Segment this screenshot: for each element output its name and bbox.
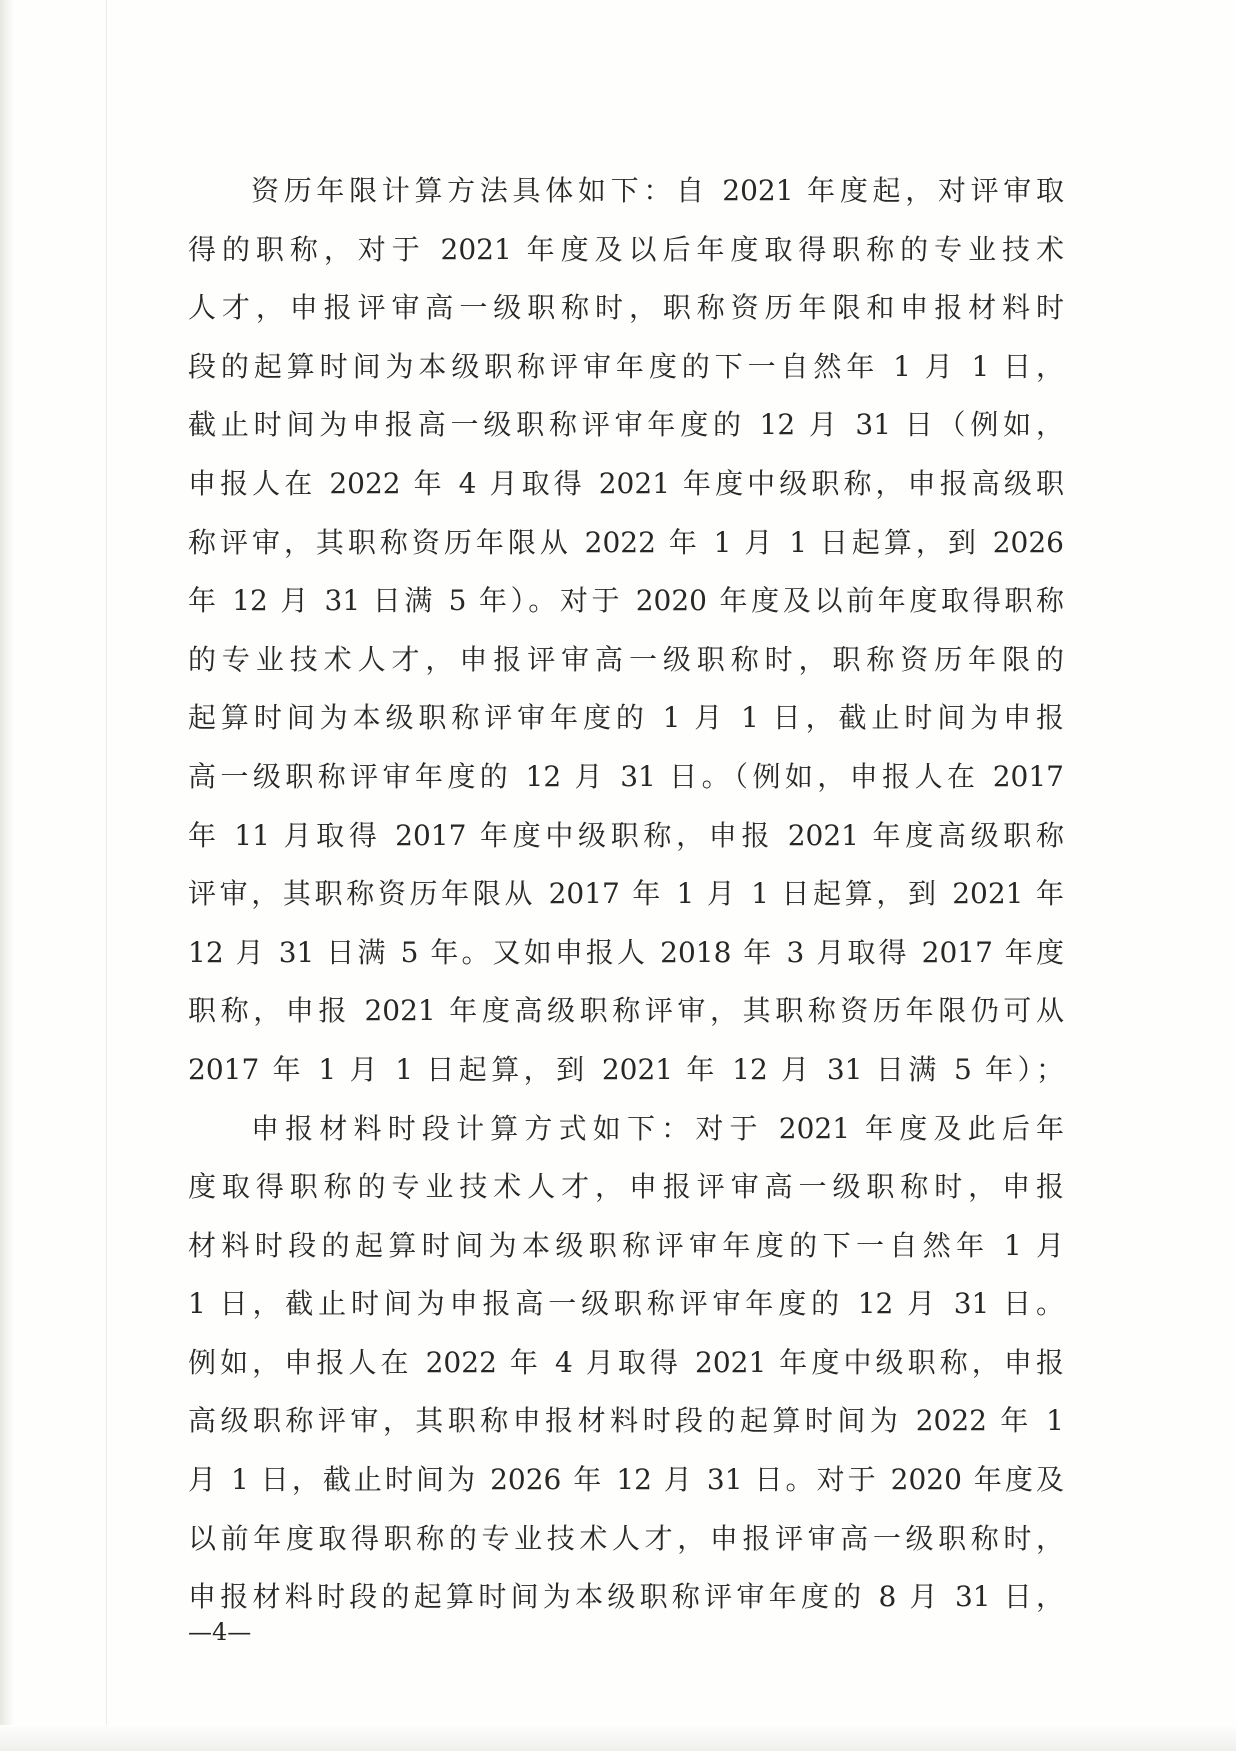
bottom-edge-shadow [0, 1725, 1236, 1751]
text-line: 职称，申报 2021 年度高级职称评审，其职称资历年限仍可从 [188, 994, 1064, 1028]
text-line: 高级职称评审，其职称申报材料时段的起算时间为 2022 年 1 [188, 1404, 1064, 1438]
document-body [188, 162, 1064, 1627]
text-line: 得的职称，对于 2021 年度及以后年度取得职称的专业技术 [188, 232, 1064, 266]
page-number: —4— [188, 1618, 252, 1646]
text-line: 人才，申报评审高一级职称时，职称资历年限和申报材料时 [188, 291, 1064, 325]
text-line: 截止时间为申报高一级职称评审年度的 12 月 31 日（例如， [188, 408, 1064, 442]
text-line: 段的起算时间为本级职称评审年度的下一自然年 1 月 1 日， [188, 349, 1064, 383]
text-line: 资历年限计算方法具体如下：自 2021 年度起，对评审取 [251, 174, 1064, 207]
text-line: 评审，其职称资历年限从 2017 年 1 月 1 日起算，到 2021 年 [188, 877, 1064, 911]
paragraph-qualification-years [188, 162, 1064, 1100]
text-line: 申报材料时段计算方式如下：对于 2021 年度及此后年 [251, 1111, 1064, 1145]
text-line: 申报人在 2022 年 4 月取得 2021 年度中级职称，申报高级职 [188, 466, 1064, 500]
text-line: 月 1 日，截止时间为 2026 年 12 月 31 日。对于 2020 年度及 [188, 1463, 1064, 1497]
text-line: 的专业技术人才，申报评审高一级职称时，职称资历年限的 [188, 642, 1064, 676]
text-line: 例如，申报人在 2022 年 4 月取得 2021 年度中级职称，申报 [188, 1345, 1064, 1379]
text-line: 称评审，其职称资历年限从 2022 年 1 月 1 日起算，到 2026 [188, 525, 1064, 559]
text-line: 材料时段的起算时间为本级职称评审年度的下一自然年 1 月 [188, 1228, 1064, 1262]
text-line: 年 11 月取得 2017 年度中级职称，申报 2021 年度高级职称 [188, 818, 1064, 852]
text-line: 高一级职称评审年度的 12 月 31 日。（例如，申报人在 2017 [188, 759, 1064, 793]
text-line: 2017 年 1 月 1 日起算，到 2021 年 12 月 31 日满 5 年）； [188, 1052, 1064, 1086]
text-line: 度取得职称的专业技术人才，申报评审高一级职称时，申报 [188, 1170, 1064, 1204]
text-line: 以前年度取得职称的专业技术人才，申报评审高一级职称时， [188, 1521, 1064, 1555]
paragraph-application-materials-period [188, 1100, 1064, 1627]
page-crease-line [106, 0, 107, 1751]
text-line: 12 月 31 日满 5 年。又如申报人 2018 年 3 月取得 2017 年度 [188, 935, 1064, 969]
text-line: 起算时间为本级职称评审年度的 1 月 1 日，截止时间为申报 [188, 701, 1064, 735]
text-line: 申报材料时段的起算时间为本级职称评审年度的 8 月 31 日， [188, 1580, 1064, 1614]
binding-edge-shadow [0, 0, 14, 1751]
text-line: 1 日，截止时间为申报高一级职称评审年度的 12 月 31 日。 [188, 1287, 1064, 1321]
text-line: 年 12 月 31 日满 5 年）。对于 2020 年度及以前年度取得职称 [188, 584, 1064, 618]
